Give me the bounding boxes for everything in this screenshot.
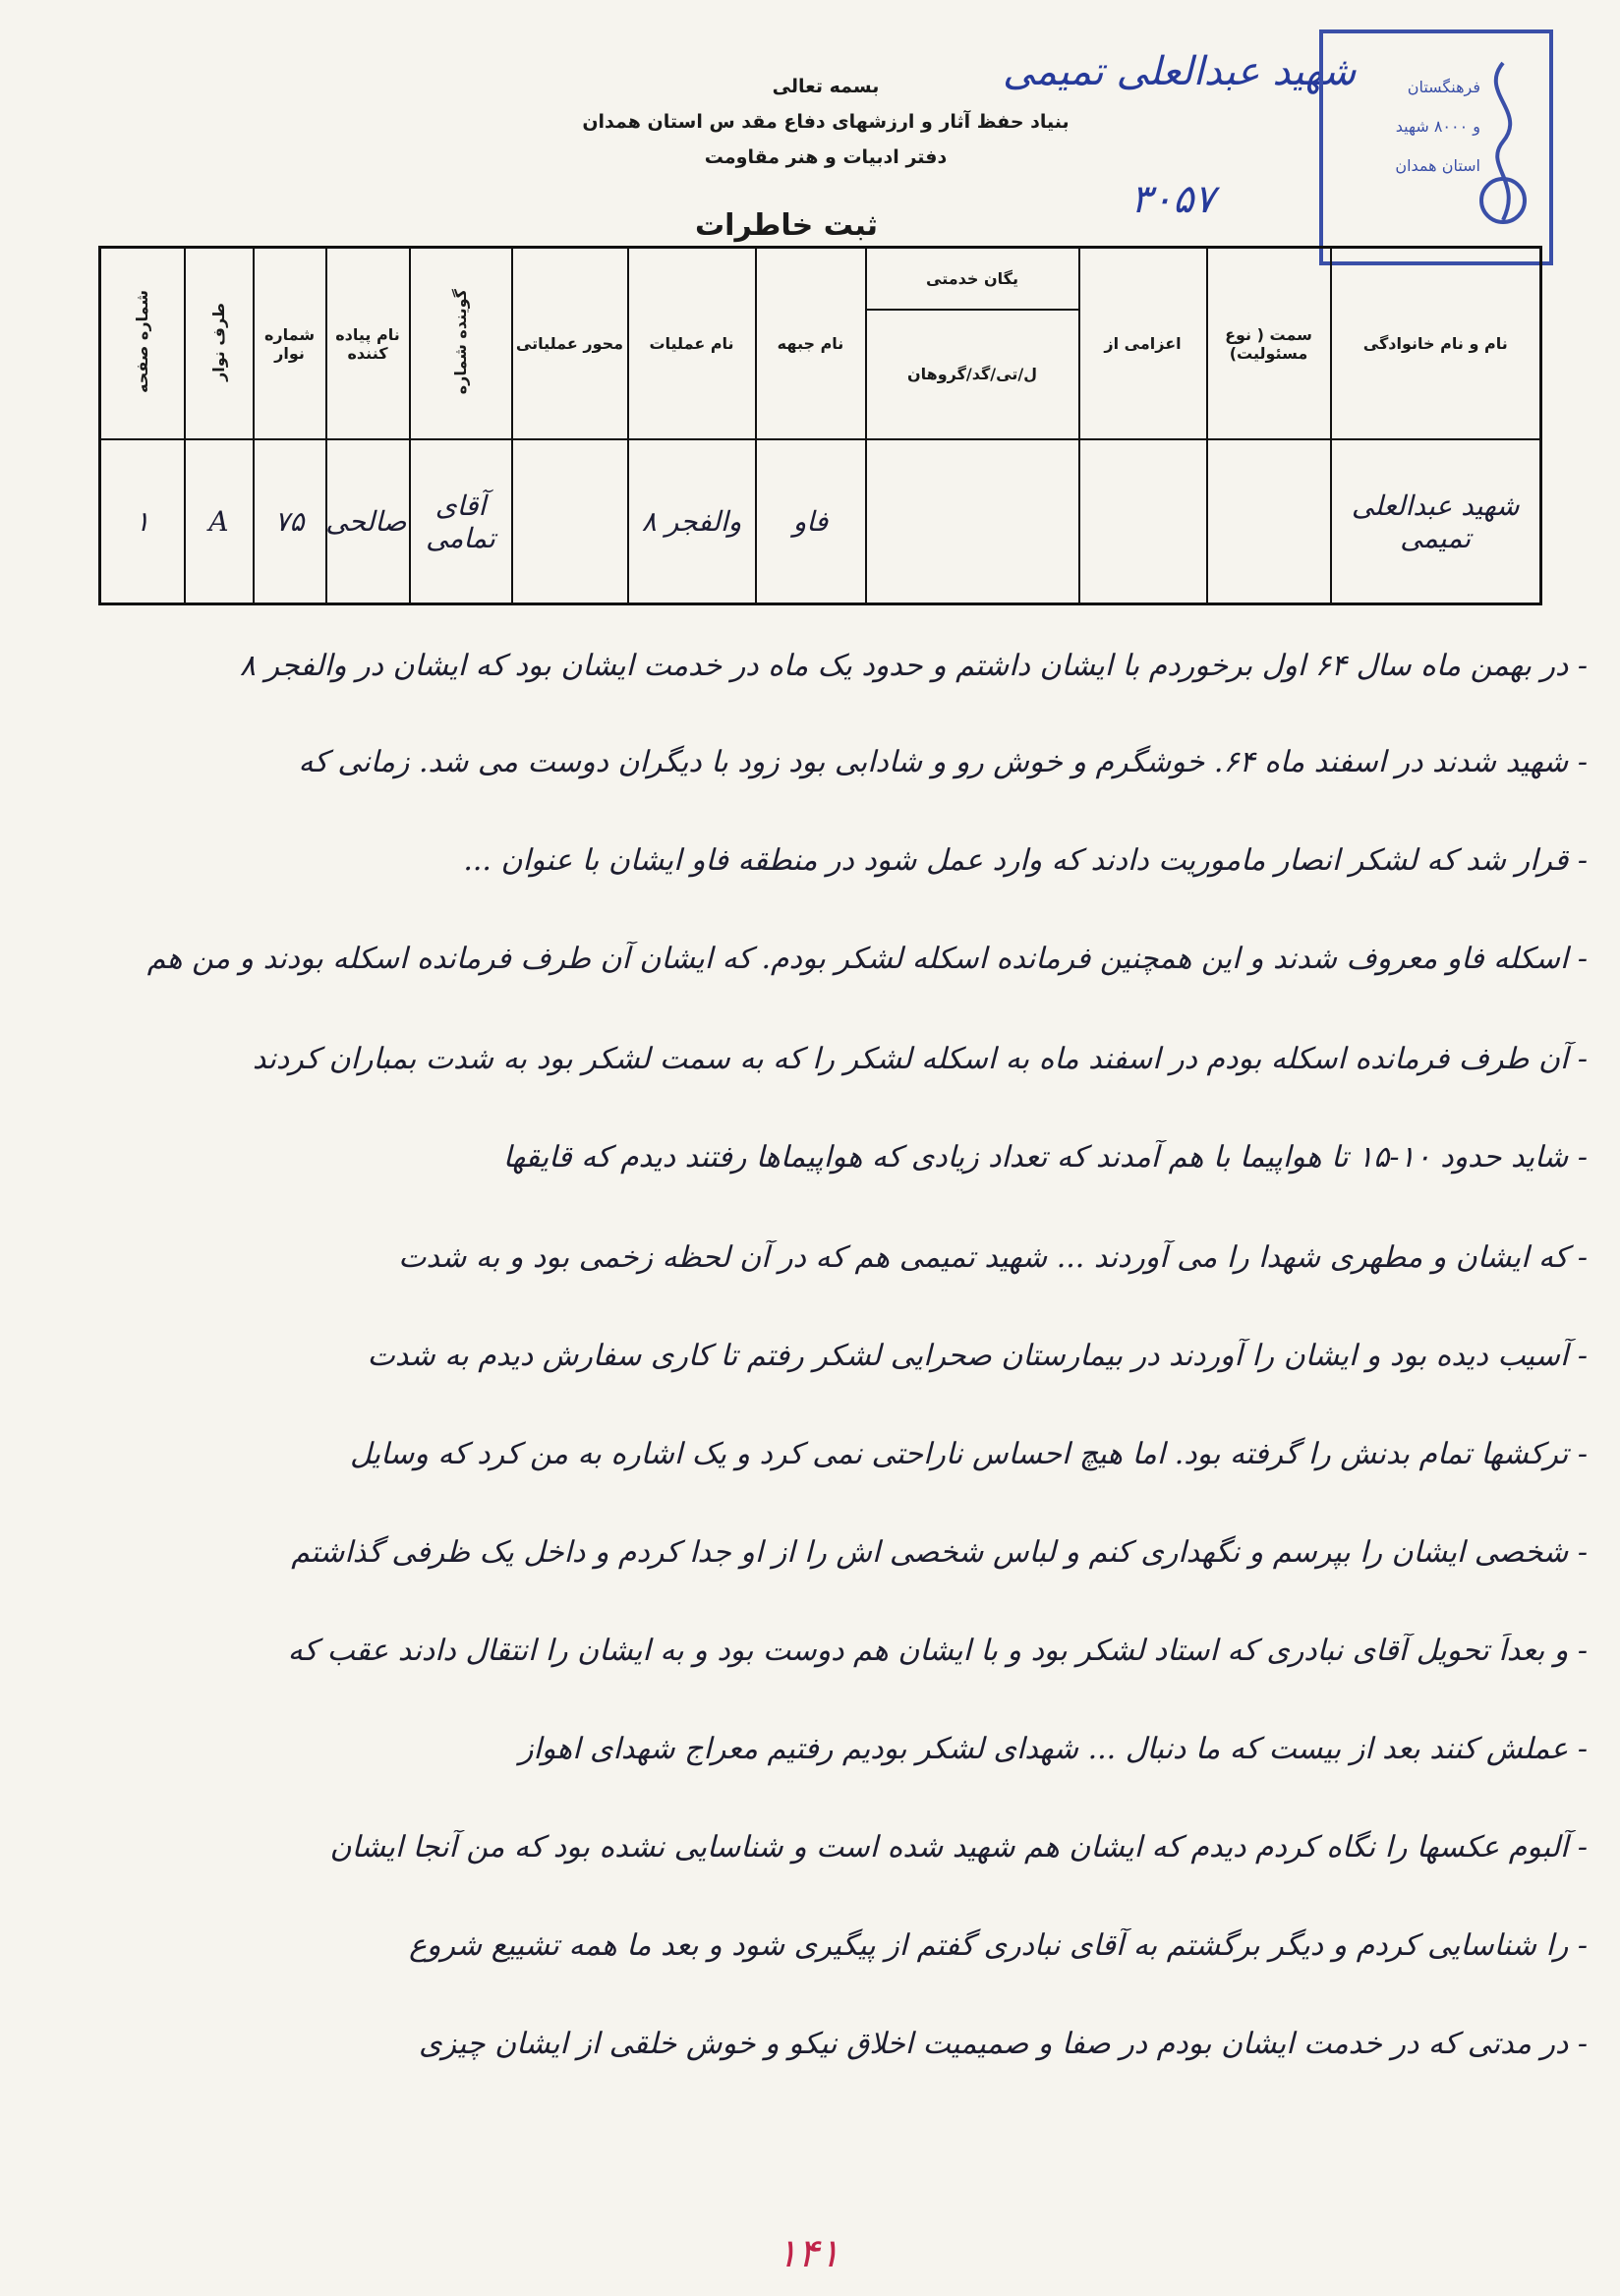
memoir-line: - شهید شدند در اسفند ماه ۶۴. خوشگرم و خوش رو و شادابی بود زود با دیگران دوست می شد. زمانی که	[298, 745, 1588, 779]
stamp-line-2: و ۸۰۰۰ شهید	[1395, 117, 1480, 136]
col-unit-sub-header: ل/تی/گد/گروهان	[866, 310, 1079, 440]
cell-transcriber: صالحی	[326, 439, 410, 603]
memoir-line: - عملش کنند بعد از بیست که ما دنبال ... شهدای لشکر بودیم رفتیم معراج شهدای اهواز	[519, 1732, 1588, 1766]
memoir-line: - قرار شد که لشکر انصار ماموریت دادند که وارد عمل شود در منطقه فاو ایشان با عنوان ...	[463, 843, 1588, 878]
header-bismillah: بسمه تعالی	[772, 76, 880, 97]
handwritten-martyr-name: شهید عبدالعلی تمیمی	[1003, 49, 1357, 94]
cell-role	[1207, 439, 1331, 603]
memoir-line: - و بعداً تحویل آقای نبادری که استاد لشکر بود و با ایشان هم دوست بود و به ایشان را انتقال دادند عقب که	[287, 1634, 1588, 1668]
col-front-header: نام جبهه	[756, 248, 866, 440]
memoir-line: - در بهمن ماه سال ۶۴ اول برخوردم با ایشان داشتم و حدود یک ماه در خدمت ایشان بود که ایشان در والفجر ۸	[239, 649, 1588, 683]
memoir-line: - شخصی ایشان را بپرسم و نگهداری کنم و لباس شخصی اش را از او جدا کردم و داخل یک ظرفی گذاشتم	[291, 1535, 1588, 1570]
memoir-line: - آلبوم عکسها را نگاه کردم دیدم که ایشان هم شهید شده است و شناسایی نشده بود که من آنجا ایشان	[329, 1830, 1588, 1865]
memoir-line: - در مدتی که در خدمت ایشان بودم در صفا و صمیمیت اخلاق نیکو و خوش خلقی از ایشان چیزی	[418, 2027, 1588, 2061]
official-stamp	[1319, 29, 1553, 265]
col-name-header: نام و نام خانوادگی	[1331, 248, 1541, 440]
memoir-line: - شاید حدود ۱۰-۱۵ تا هواپیما با هم آمدند که تعداد زیادی که هواپیماها رفتند دیدم که قایقها	[502, 1140, 1588, 1175]
page-number: ۱۴۱	[777, 2231, 840, 2276]
form-title: ثبت خاطرات	[695, 208, 878, 243]
cell-axis	[512, 439, 628, 603]
col-page-no-header: شماره صفحه	[133, 290, 152, 394]
registration-table	[98, 246, 1542, 605]
handwritten-code: ۳۰۵۷	[1130, 177, 1215, 222]
col-unit-header: یگان خدمتی	[866, 248, 1079, 310]
col-transcriber-header: نام پیاده کننده	[326, 248, 410, 440]
cell-page-no: ۱	[100, 439, 185, 603]
col-operation-header: نام عملیات	[628, 248, 756, 440]
memoir-line: - را شناسایی کردم و دیگر برگشتم به آقای نبادری گفتم از پیگیری شود و بعد ما همه تشییع شروع	[409, 1928, 1588, 1963]
cell-unit	[866, 439, 1079, 603]
memoir-line: - آسیب دیده بود و ایشان را آوردند در بیمارستان صحرایی لشکر رفتم تا کاری سفارش دیدم به شدت	[367, 1339, 1588, 1373]
cell-tape-no: ۷۵	[254, 439, 326, 603]
cell-tape-side: A	[185, 439, 254, 603]
memoir-line: - که ایشان و مطهری شهدا را می آوردند ... شهید تمیمی هم که در آن لحظه زخمی بود و به شدت	[398, 1240, 1588, 1275]
cell-dispatch	[1079, 439, 1207, 603]
memoir-line: - آن طرف فرمانده اسکله بودم در اسفند ماه به اسکله لشکر را که به سمت لشکر بود به شدت بمباران کردند	[252, 1042, 1588, 1076]
col-role-header: سمت ( نوع مسئولیت)	[1207, 248, 1331, 440]
header-office: دفتر ادبیات و هنر مقاومت	[704, 146, 948, 168]
cell-narrator: آقای تمامی	[410, 439, 512, 603]
cell-front: فاو	[756, 439, 866, 603]
stamp-line-3: استان همدان	[1395, 156, 1480, 175]
col-axis-header: محور عملیاتی	[512, 248, 628, 440]
stamp-line-1: فرهنگستان	[1407, 78, 1480, 96]
cell-operation: والفجر ۸	[628, 439, 756, 603]
col-dispatch-header: اعزامی از	[1079, 248, 1207, 440]
col-tape-side-header: طرف نوار	[209, 302, 228, 381]
col-narrator-header: گوینده شماره	[451, 289, 470, 395]
memoir-line: - اسکله فاو معروف شدند و این همچنین فرمانده اسکله لشکر بودم. که ایشان آن طرف فرمانده اسکله بودند و من هم	[146, 942, 1588, 976]
col-tape-no-header: شماره نوار	[254, 248, 326, 440]
cell-name: شهید عبدالعلی تمیمی	[1331, 439, 1541, 603]
header-foundation: بنیاد حفظ آثار و ارزشهای دفاع مقد س استان همدان	[582, 111, 1070, 133]
memoir-line: - ترکشها تمام بدنش را گرفته بود. اما هیچ احساس ناراحتی نمی کرد و یک اشاره به من کرد که وسایل	[350, 1437, 1588, 1471]
